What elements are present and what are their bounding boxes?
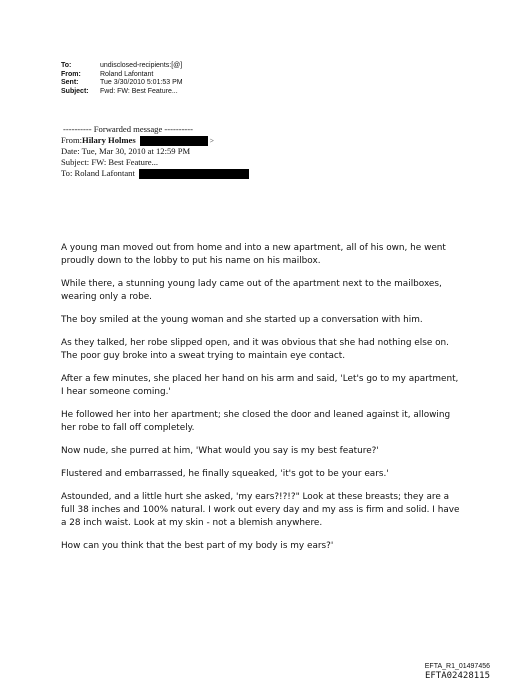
forwarded-subject-line: Subject: FW: Best Feature... xyxy=(61,157,159,168)
redaction-box xyxy=(139,169,249,179)
header-sent-label: Sent: xyxy=(61,79,79,87)
header-subject-label: Subject: xyxy=(61,87,89,95)
message-body xyxy=(61,242,461,563)
email-header xyxy=(61,62,183,96)
forwarded-from-prefix: From: xyxy=(61,135,83,146)
reference-id-small: EFTA_R1_01497456 xyxy=(424,663,490,670)
body-paragraph: Astounded, and a little hurt she asked, 'my ears?!?!?" Look at these breasts; they are a full 38 inches and 100% natural. I work out every day and my ass is firm and solid. I have a 28 inch waist. Look at my skin - not a blemish anywhere. xyxy=(61,492,460,528)
header-to-row xyxy=(61,62,183,71)
body-paragraph: Now nude, she purred at him, 'What would you say is my best feature?' xyxy=(61,446,379,456)
document-reference xyxy=(425,662,490,682)
body-paragraph: A young man moved out from home and into a new apartment, all of his own, he went proudly down to the lobby to put his name on his mailbox. xyxy=(61,243,446,266)
header-sent-row xyxy=(61,79,183,88)
header-subject-row xyxy=(61,88,183,97)
header-subject-value: Fwd: FW: Best Feature... xyxy=(100,87,178,95)
redaction-box xyxy=(140,136,208,146)
header-from-label: From: xyxy=(61,70,81,78)
header-from-row xyxy=(61,71,183,80)
header-from-value: Roland Lafontant xyxy=(100,70,154,78)
forwarded-to-line: To: Roland Lafontant xyxy=(61,168,135,179)
body-paragraph: How can you think that the best part of my body is my ears?' xyxy=(61,541,334,551)
body-paragraph: He followed her into her apartment; she closed the door and leaned against it, allowing her robe to fall off completely. xyxy=(61,410,451,433)
reference-id-large: EFTA02428115 xyxy=(424,671,490,681)
header-sent-value: Tue 3/30/2010 5:01:53 PM xyxy=(100,79,183,87)
forwarded-date-line: Date: Tue, Mar 30, 2010 at 12:59 PM xyxy=(61,146,191,157)
forwarded-from-suffix: > xyxy=(209,136,214,146)
header-to-label: To: xyxy=(61,62,72,69)
forwarded-separator: ---------- Forwarded message ---------- xyxy=(63,124,194,134)
body-paragraph: The boy smiled at the young woman and she started up a conversation with him. xyxy=(61,315,423,325)
body-paragraph: After a few minutes, she placed her hand on his arm and said, 'Let's go to my apartment, I hear someone coming.' xyxy=(61,374,459,397)
body-paragraph: As they talked, her robe slipped open, and it was obvious that she had nothing else on. The poor guy broke into a sweat trying to maintain eye contact. xyxy=(61,338,449,361)
forwarded-from-row xyxy=(61,135,249,146)
body-paragraph: While there, a stunning young lady came out of the apartment next to the mailboxes, wearing only a robe. xyxy=(61,279,442,302)
forwarded-block xyxy=(61,124,249,179)
forwarded-from-name: Hilary Holmes xyxy=(82,135,136,146)
body-paragraph: Flustered and embarrassed, he finally squeaked, 'it's got to be your ears.' xyxy=(61,469,389,479)
header-to-value: undisclosed-recipients:[@] xyxy=(100,62,183,69)
forwarded-to-row xyxy=(61,168,249,179)
